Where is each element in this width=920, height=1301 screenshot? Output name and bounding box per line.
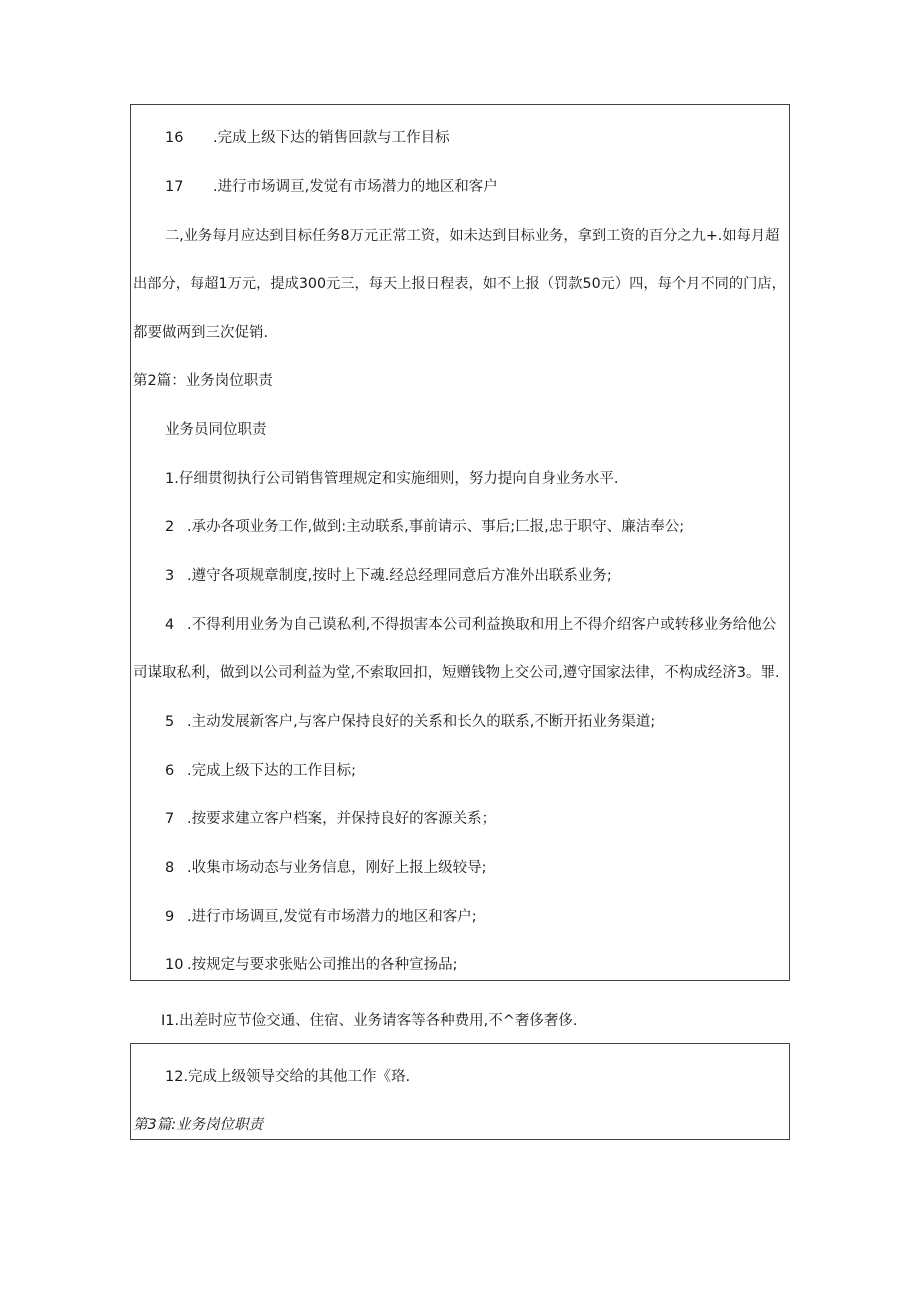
list-item-17: 17 .进行市场调亘,发觉有市场潜力的地区和客户: [165, 179, 498, 195]
paragraph-line: 都要做两到三次促销.: [133, 325, 269, 341]
list-item-9: 9 .进行市场调亘,发觉有市场潜力的地区和客户;: [165, 909, 477, 925]
list-item-12: 12.完成上级领导交给的其他工作《珞.: [165, 1069, 411, 1085]
list-item-11: I1.出差时应节俭交通、住宿、业务请客等各种费用,不^奢侈奢侈.: [161, 1013, 578, 1029]
section-heading: 第3篇:业务岗位职责: [133, 1117, 264, 1133]
list-item-4-continued: 司谋取私利，做到以公司利益为堂,不索取回扣，短赠钱物上交公司,遵守国家法律，不构成经济3。罪.: [133, 665, 780, 681]
paragraph-line: 出部分，每超1万元，提成300元三，每天上报日程表，如不上报（罚款50元）四，每个月不同的门店，: [133, 276, 786, 292]
section-subtitle: 业务员同位职责: [165, 422, 267, 438]
list-item-3: 3 .遵守各项规章制度,按时上下魂.经总经理同意后方准外出联系业务;: [165, 568, 612, 584]
paragraph-line: 二,业务每月应达到目标任务8万元正常工资，如未达到目标业务，拿到工资的百分之九+.如每月超: [165, 228, 780, 244]
list-item-1: 1.仔细贯彻执行公司销售管理规定和实施细则，努力提向自身业务水平.: [165, 471, 619, 487]
list-item-4: 4 .不得利用业务为自己谟私利,不得损害本公司利益换取和用上不得介绍客户或转移业务给他公: [165, 617, 777, 633]
document-frame-2: [130, 1043, 790, 1140]
list-item-10: 10 .按规定与要求张贴公司推出的各种宣扬品;: [165, 957, 458, 973]
list-item-7: 7 .按要求建立客户档案，并保持良好的客源关系；: [165, 811, 497, 827]
list-item-8: 8 .收集市场动态与业务信息，刚好上报上级较导;: [165, 860, 487, 876]
list-item-16: 16 .完成上级下达的销售回款与工作目标: [165, 130, 450, 146]
list-item-2: 2 .承办各项业务工作,做到:主动联系,事前请示、事后;匚报,忠于职守、廉洁奉公;: [165, 519, 685, 535]
section-heading: 第2篇：业务岗位职责: [133, 373, 273, 389]
list-item-6: 6 .完成上级下达的工作目标;: [165, 763, 356, 779]
list-item-5: 5 .主动发展新客户,与客户保持良好的关系和长久的联系,不断开拓业务渠道;: [165, 714, 656, 730]
document-frame-1: [130, 104, 790, 981]
